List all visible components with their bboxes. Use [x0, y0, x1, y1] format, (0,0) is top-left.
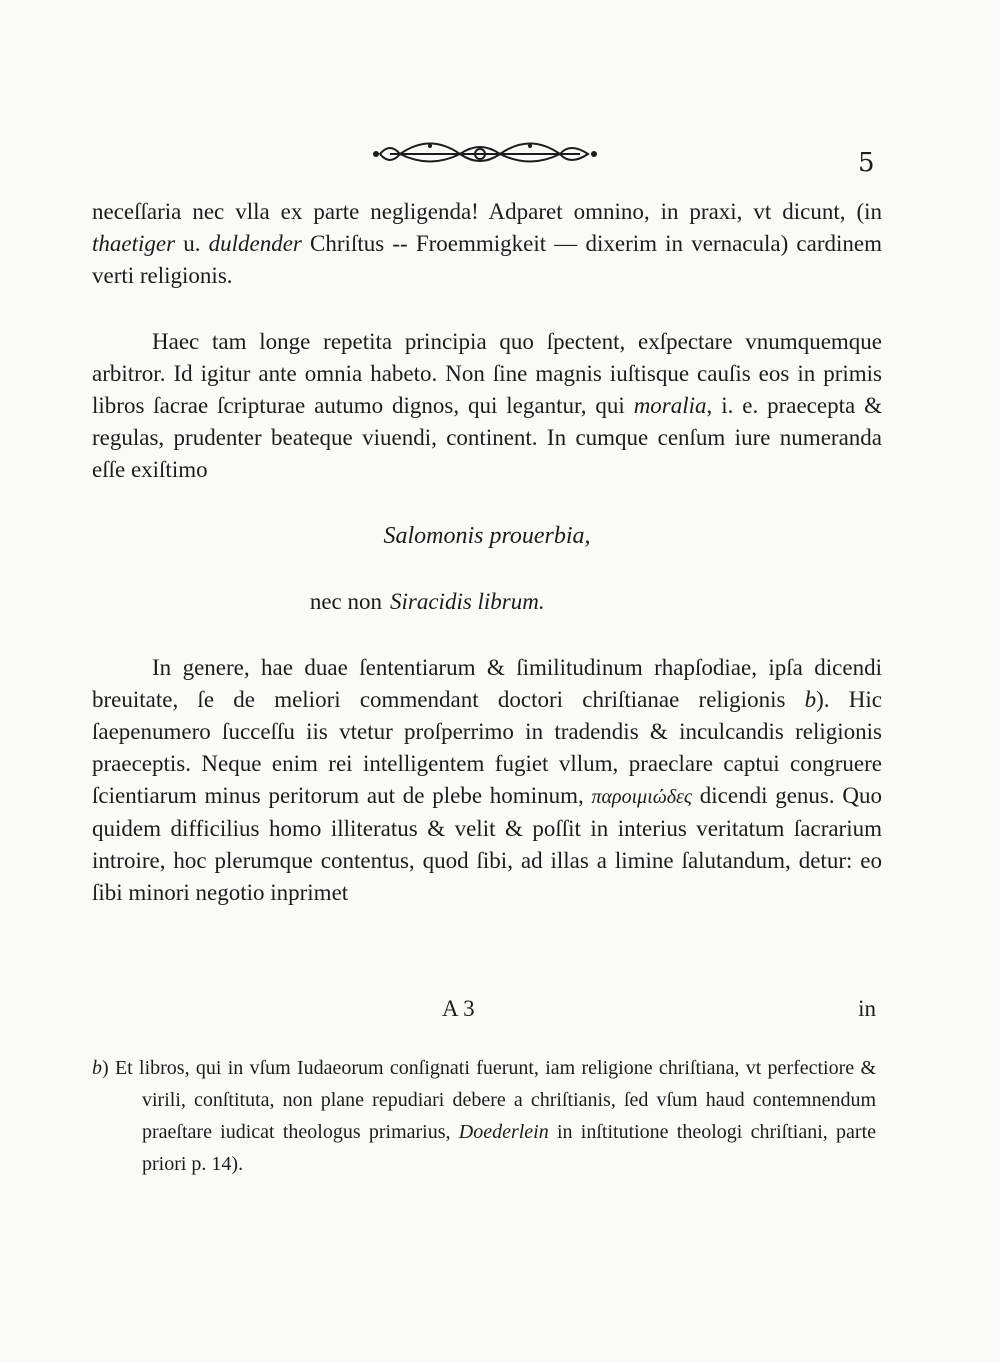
page-number: 5 — [858, 148, 875, 178]
catchword: in — [858, 996, 876, 1021]
decorative-vignette-icon — [370, 132, 600, 172]
footnote — [92, 1052, 876, 1180]
title-sirach-line: nec non Siracidis librum. — [309, 589, 545, 614]
signature-mark: A 3 — [442, 996, 475, 1021]
paragraph-3: In genere, hae duae ſententiarum & ſimilitudinum rhapſodiae, ipſa dicendi breuitate, ſe de meliori commendant doctori chriſtianae religionis b). Hic ſaepenumero ſucceſſu iis vtetur proſperrimo in tradendis & inculcandis religionis praeceptis. Neque enim rei intelligentem fugiet vllum, praeclare captui congruere ſcientiarum minus peritorum aut de plebe hominum, παροιμιώδες dicendi genus. Quo quidem difficilius homo illiteratus & velit & poſſit in interius veritatum ſacrarium introire, hoc plerumque contentus, quod ſibi, ad illas a limine ſalutandum, detur: eo ſibi minori negotio inprimet — [92, 655, 882, 905]
title-proverbs: Salomonis prouerbia, — [383, 523, 591, 549]
main-text — [92, 196, 882, 909]
signature-line — [92, 996, 882, 1028]
paragraph-1: neceſſaria nec vlla ex parte negligenda! Adparet omnino, in praxi, vt dicunt, (in thaetiger u. duldender Chriſtus -- Froemmigkeit — dixerim in vernacula) cardinem verti religionis. — [92, 199, 882, 288]
paragraph-2: Haec tam longe repetita principia quo ſpectent, exſpectare vnumquemque arbitror. Id igitur ante omnia habeto. Non ſine magnis iuſtisque cauſis eos in primis libros ſacrae ſcripturae autumo dignos, qui legantur, qui moralia, i. e. praecepta & regulas, prudenter beateque viuendi, continent. In cumque cenſum iure numeranda eſſe exiſtimo — [92, 329, 882, 482]
footnote-b: b) Et libros, qui in vſum Iudaeorum conſignati fuerunt, iam religione chriſtiana, vt perfectiore & virili, conſtituta, non plane repudiari debere a chriſtianis, ſed vſum haud contemnendum praeſtare iudicat theologus primarius, Doederlein in inſtitutione theologi chriſtiani, parte priori p. 14). — [92, 1057, 877, 1175]
